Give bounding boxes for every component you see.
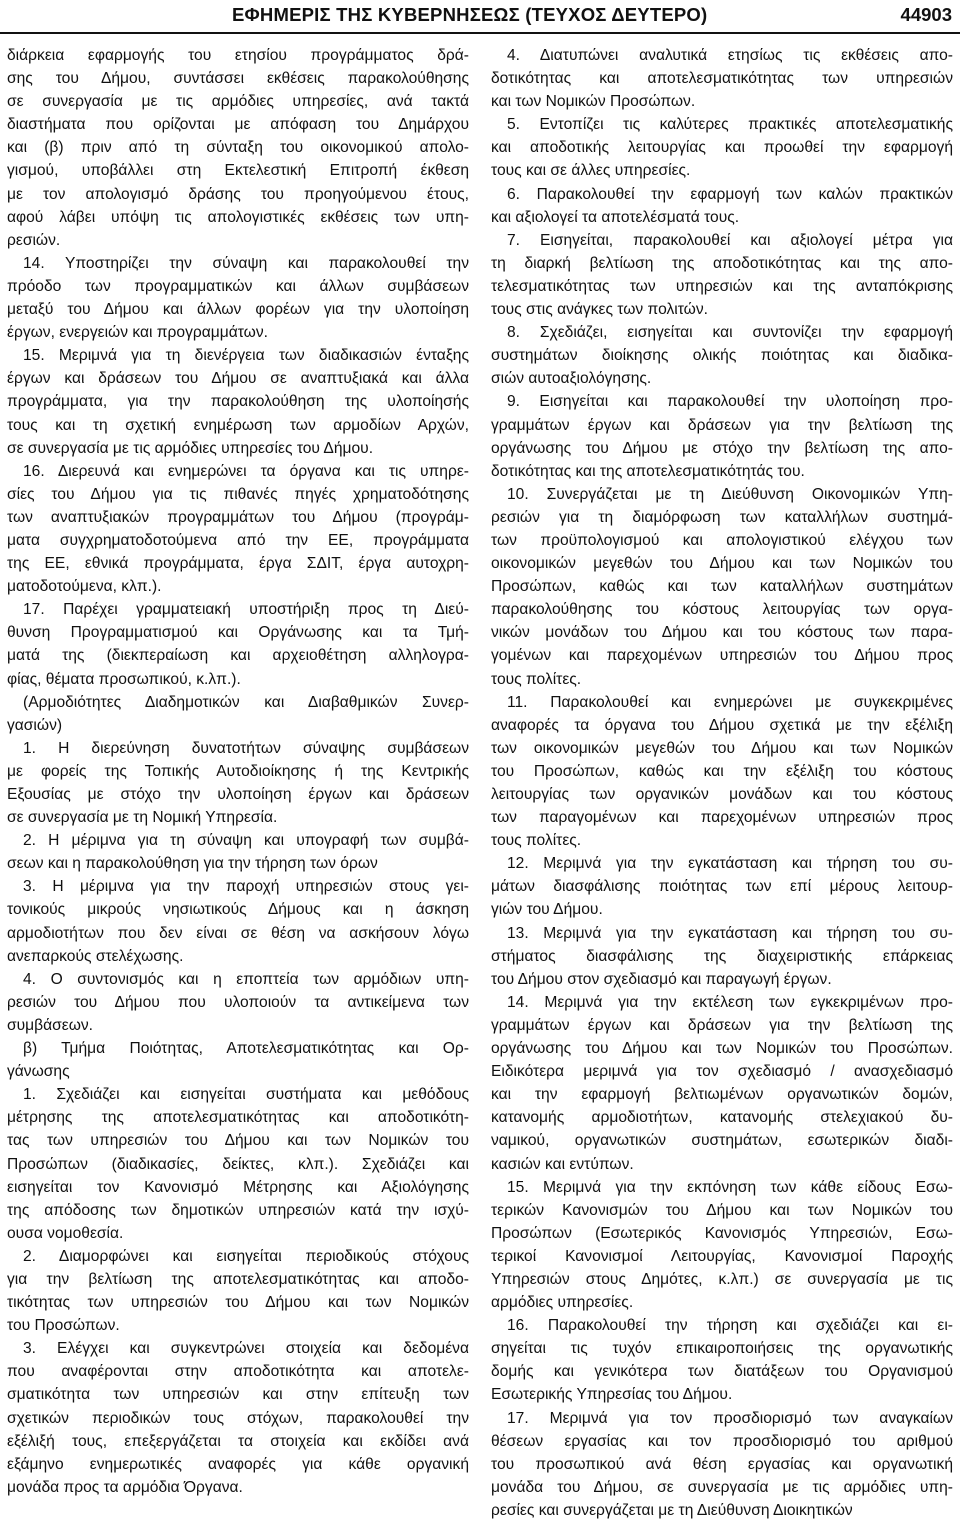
text-line: προγράμματα, για την παρακολούθηση της υλοποίησής: [7, 393, 469, 411]
text-line: 5. Εντοπίζει τις καλύτερες πρακτικές αποτελεσματικής: [507, 116, 953, 134]
text-line: της απόδοσης των δημοτικών υπηρεσιών κατά την ισχύ-: [7, 1201, 469, 1219]
text-line: και την εφαρμογή βελτιωμένων οργανωτικών δομών,: [491, 1086, 953, 1104]
text-line: 14. Μεριμνά για την εκτέλεση των εγκεκριμένων προ-: [507, 993, 953, 1011]
text-line: γασιών): [7, 716, 63, 734]
text-line: γάνωσης: [7, 1063, 70, 1081]
text-line: της ΕΕ, εθνικά προγράμματα, έργα ΣΔΙΤ, έργα αυτοχρη-: [7, 555, 469, 573]
text-line: νικών μονάδων του Δήμου και του κόστους των παρα-: [491, 624, 953, 642]
text-line: Εξουσίας με στόχο την υλοποίηση έργων και δράσεων: [7, 786, 469, 803]
text-line: γιών του Δήμου.: [491, 901, 603, 919]
text-line: του προσωπικού ανά θέση εργασίας και οργανωτική: [491, 1455, 953, 1473]
text-line: δοτικότητας και αποτελεσματικότητας των υπηρεσιών: [491, 70, 953, 88]
page-number: 44903: [900, 4, 952, 25]
text-line: εξέλιξή τους, επεξεργάζεται τα στοιχεία και εκδίδει ανά: [7, 1432, 469, 1450]
text-line: έργων, ενεργειών και προγραμμάτων.: [7, 324, 268, 342]
text-line: φίας, θέματα προσωπικού, κ.λπ.).: [7, 670, 241, 688]
text-line: για την βελτίωση της αποτελεσματικότητας και αποδο-: [7, 1270, 469, 1288]
text-line: 12. Μεριμνά για την εγκατάσταση και τήρηση του συ-: [507, 855, 953, 873]
text-line: σε συνεργασία με τη Νομική Υπηρεσία.: [7, 809, 278, 827]
text-line: οργάνωσης του Δήμου με στόχο την βελτίωση της απο-: [491, 439, 953, 457]
text-line: 1. Σχεδιάζει και εισηγείται συστήματα και μεθόδους: [23, 1086, 469, 1104]
text-line: τους και σε άλλες υπηρεσίες.: [491, 162, 691, 180]
text-line: Ειδικότερα μεριμνά για τον σχεδιασμό / ανασχεδιασμό: [491, 1063, 953, 1081]
text-line: θέσεων εργασίας και τον προσδιορισμό του αριθμού: [491, 1432, 953, 1450]
text-line: διάρκεια εφαρμογής του ετησίου προγράμματος δρά-: [7, 47, 469, 64]
text-line: κασιών και εντύπων.: [491, 1155, 634, 1173]
text-line: του Προσώπων, καθώς και την εξέλιξη του κόστους: [491, 762, 953, 780]
text-line: τας των υπηρεσιών του Δήμου και των Νομικών του: [7, 1132, 469, 1150]
text-line: 7. Εισηγείται, παρακολουθεί και αξιολογεί μέτρα για: [507, 231, 953, 249]
text-line: δοτικότητας και της αποτελεσματικότητάς του.: [491, 462, 805, 480]
text-line: γραμμάτων έργων και δράσεων για την βελτίωση της: [491, 1016, 953, 1034]
text-line: λειτουργίας των οργανικών μονάδων και του κόστους: [491, 786, 953, 803]
text-line: σης του Δήμου, συντάσσει εκθέσεις παρακολούθησης: [7, 70, 469, 88]
text-line: σιών αυτοαξιολόγησης.: [491, 370, 652, 388]
text-line: εισηγείται τον Κανονισμό Μέτρησης και Αξιολόγησης: [7, 1178, 469, 1196]
text-line: ματοδοτούμενα, κλπ.).: [7, 578, 162, 596]
text-line: τερικοί Κανονισμοί Λειτουργίας, Κανονισμοί Παροχής: [491, 1247, 953, 1265]
text-line: διαστήματα που ορίζονται με απόφαση του Δημάρχου: [7, 116, 469, 134]
text-line: τελεσματικότητας των υπηρεσιών και της ανταπόκρισης: [491, 277, 953, 295]
text-line: Προσώπων (Εσωτερικός Κανονισμός Υπηρεσιών, Εσω-: [491, 1224, 953, 1242]
text-line: τονικούς μικρούς νησιωτικούς Δήμους και η άσκηση: [7, 901, 469, 919]
text-line: 17. Παρέχει γραμματειακή υποστήριξη προς τη Διεύ-: [23, 601, 469, 619]
text-line: των προϋπολογισμού και απολογιστικού ελέγχου των: [491, 531, 953, 549]
text-line: μέτρησης της αποτελεσματικότητας και αποδοτικότη-: [7, 1109, 469, 1127]
text-line: Προσώπων, καθώς και των καταλλήλων συστημάτων: [491, 578, 953, 596]
text-line: των οικονομικών μεγεθών του Δήμου και των Νομικών: [491, 739, 953, 757]
text-line: σε συνεργασία με τις αρμόδιες υπηρεσίες του Δήμου.: [7, 439, 374, 457]
text-line: δομής και γενικότερα των διατάξεων του Οργανισμού: [491, 1363, 953, 1381]
right-column: [491, 44, 953, 1519]
text-line: σηγείται τις τυχόν επικαιροποιήσεις της οργανωτικής: [491, 1340, 953, 1358]
text-line: 3. Ελέγχει και συγκεντρώνει στοιχεία και δεδομένα: [23, 1340, 469, 1358]
text-line: μονάδα προς τα αρμόδια Όργανα.: [7, 1478, 243, 1496]
text-line: 13. Μεριμνά για την εγκατάσταση και τήρηση του συ-: [507, 924, 953, 942]
text-line: αφού λάβει υπόψη τις απολογιστικές εκθέσεις των υπη-: [7, 208, 469, 226]
text-line: οργάνωσης του Δήμου και των Νομικών του Προσώπων.: [491, 1040, 953, 1058]
text-line: 6. Παρακολουθεί την εφαρμογή των καλών πρακτικών: [507, 185, 953, 203]
text-line: 15. Μεριμνά για την εκπόνηση των κάθε είδους Εσω-: [507, 1178, 953, 1196]
text-line: ρεσιών για τη διαμόρφωση των καταλλήλων συστημά-: [491, 508, 953, 526]
text-line: 11. Παρακολουθεί και ενημερώνει με συγκεκριμένες: [507, 693, 953, 711]
text-line: τους στις ανάγκες των πολιτών.: [491, 301, 708, 319]
text-line: με φορείς της Τοπικής Αυτοδιοίκησης ή της Κεντρικής: [7, 762, 469, 780]
header-divider: [0, 32, 960, 34]
text-line: γομένων και παρεχομένων υπηρεσιών του Δήμου προς: [491, 647, 953, 665]
text-line: εξάμηνο ενημερωτικές αναφορές για κάθε οργανική: [7, 1455, 469, 1473]
text-line: συστημάτων διοίκησης ολικής ποιότητας και διαδικα-: [491, 347, 953, 365]
text-line: 2. Διαμορφώνει και εισηγείται περιοδικούς στόχους: [23, 1247, 469, 1265]
text-line: β) Τμήμα Ποιότητας, Αποτελεσματικότητας και Ορ-: [23, 1040, 469, 1058]
text-line: τους πολίτες.: [491, 832, 582, 850]
text-line: Προσώπων (διαδικασίες, δείκτες, κλπ.). Σχεδιάζει και: [7, 1155, 469, 1173]
text-line: ρεσιών του Δήμου που υλοποιούν τα αντικείμενα των: [7, 993, 469, 1011]
text-line: 4. Ο συντονισμός και η εποπτεία των αρμόδιων υπη-: [23, 970, 469, 988]
text-line: τερικών Κανονισμών του Δήμου και των Νομικών του: [491, 1201, 953, 1219]
text-line: γραμμάτων έργων και δράσεων για την βελτίωση της: [491, 416, 953, 434]
text-line: 4. Διατυπώνει αναλυτικά ετησίως τις εκθέσεις απο-: [507, 47, 953, 64]
text-line: μεταξύ του Δήμου και άλλων φορέων για την υλοποίηση: [7, 301, 469, 319]
text-line: σματικότητα των υπηρεσιών και στην επίτευξη των: [7, 1386, 469, 1404]
text-line: Εσωτερικής Υπηρεσίας του Δήμου.: [491, 1386, 733, 1404]
text-line: αρμοδιοτήτων που δεν είναι σε θέση να ασκήσουν λόγω: [7, 924, 469, 942]
text-line: 16. Διερευνά και ενημερώνει τα όργανα και τις υπηρε-: [23, 462, 469, 480]
left-column: [7, 44, 469, 1496]
text-line: αρμόδιες υπηρεσίες.: [491, 1294, 634, 1312]
text-line: ρεσίες και συνεργάζεται με τη Διεύθυνση Διοικητικών: [491, 1501, 853, 1519]
text-line: 10. Συνεργάζεται με τη Διεύθυνση Οικονομικών Υπη-: [507, 485, 953, 503]
text-line: 8. Σχεδιάζει, εισηγείται και συντονίζει την εφαρμογή: [507, 324, 953, 342]
text-line: μονάδα του Δήμου, σε συνεργασία με τις αρμόδιες υπη-: [491, 1478, 953, 1496]
text-line: ματά της (διεκπεραίωση και αρχειοθέτηση αλληλογρα-: [7, 647, 469, 665]
text-line: 17. Μεριμνά για τον προσδιορισμό των αναγκαίων: [507, 1409, 953, 1427]
text-line: οικονομικών μεγεθών του Δήμου και των Νομικών του: [491, 555, 953, 573]
text-line: των αναπτυξιακών προγραμμάτων του Δήμου (προγράμ-: [7, 508, 469, 526]
text-line: ματα συγχρηματοδοτούμενα από την ΕΕ, προγράμματα: [7, 531, 469, 549]
text-line: σίες του Δήμου για τις πιθανές πηγές χρηματοδότησης: [7, 485, 469, 503]
text-line: με τον απολογισμό δράσης του προηγούμενου έτους,: [7, 185, 469, 203]
text-line: τη διαρκή βελτίωση της αποδοτικότητας και της απο-: [491, 254, 953, 272]
text-line: 1. Η διερεύνηση δυνατοτήτων σύναψης συμβάσεων: [23, 739, 469, 757]
text-line: του Προσώπων.: [7, 1317, 120, 1335]
text-line: τους και τη σχετική ενημέρωση των αρμοδίων Αρχών,: [7, 416, 469, 434]
text-line: και των Νομικών Προσώπων.: [491, 93, 696, 111]
text-line: αναφορές τα όργανα του Δήμου σχετικά με την εξέλιξη: [491, 716, 953, 734]
text-line: που αναφέρονται στην αποδοτικότητα και αποτελε-: [7, 1363, 469, 1381]
text-line: του Δήμου στον σχεδιασμό και παραγωγή έργων.: [491, 970, 832, 988]
page-header: [0, 0, 960, 34]
text-line: 14. Υποστηρίζει την σύναψη και παρακολουθεί την: [23, 254, 469, 272]
text-line: συμβάσεων.: [7, 1016, 94, 1034]
text-line: γισμού, υποβάλλει στη Εκτελεστική Επιτροπή έκθεση: [7, 162, 469, 180]
text-line: (Αρμοδιότητες Διαδημοτικών και Διαβαθμικών Συνερ-: [23, 693, 469, 711]
text-line: ναμικού, οργανωτικών συστημάτων, εσωτερικών διαδι-: [491, 1132, 953, 1150]
text-line: παρακολούθησης του κόστους λειτουργίας των οργα-: [491, 601, 953, 619]
text-line: των παραγομένων και παρεχομένων υπηρεσιών προς: [491, 809, 953, 827]
text-line: και (β) πριν από τη σύνταξη του οικονομικού απολο-: [7, 139, 469, 157]
text-line: 2. Η μέριμνα για τη σύναψη και υπογραφή των συμβά-: [23, 832, 469, 850]
text-line: 16. Παρακολουθεί την τήρηση και σχεδιάζει και ει-: [507, 1317, 953, 1335]
text-line: πρόοδο των προγραμματικών και άλλων συμβάσεων: [7, 277, 469, 295]
text-line: κατανομής αρμοδιοτήτων, κατανομής στελεχιακού δυ-: [491, 1109, 953, 1127]
text-line: έργων και δράσεων του Δήμου σε αναπτυξιακά και άλλα: [7, 370, 469, 388]
text-line: μάτων διασφάλισης ποιότητας των επί μέρους λειτουρ-: [491, 878, 953, 896]
text-line: και αξιολογεί τα αποτελέσματά τους.: [491, 208, 740, 226]
text-line: τικότητας των υπηρεσιών του Δήμου και των Νομικών: [7, 1294, 469, 1312]
text-line: 15. Μεριμνά για τη διενέργεια των διαδικασιών ένταξης: [23, 347, 469, 365]
text-line: ανεπαρκούς στελέχωσης.: [7, 947, 184, 965]
text-line: στήματος διασφάλισης της διαχειριστικής επάρκειας: [491, 947, 953, 965]
text-line: σεων και η παρακολούθηση για την τήρηση των όρων: [7, 855, 378, 873]
text-line: ουσα νομοθεσία.: [7, 1224, 124, 1242]
text-line: ρεσιών.: [7, 231, 61, 249]
text-line: θυνση Προγραμματισμού και Οργάνωσης και τα Τμή-: [7, 624, 469, 642]
text-line: σε συνεργασία με τις αρμόδιες υπηρεσίες, ανά τακτά: [7, 93, 469, 111]
text-line: τους πολίτες.: [491, 670, 582, 688]
gazette-title: ΕΦΗΜΕΡΙΣ ΤΗΣ ΚΥΒΕΡΝΗΣΕΩΣ (ΤΕΥΧΟΣ ΔΕΥΤΕΡΟ): [232, 4, 708, 25]
text-line: σχετικών περιοδικών τους στόχων, παρακολουθεί την: [7, 1409, 469, 1427]
text-line: 9. Εισηγείται και παρακολουθεί την υλοποίηση προ-: [507, 393, 953, 411]
text-line: και αποδοτικής λειτουργίας και προωθεί την εφαρμογή: [491, 139, 953, 157]
text-line: 3. Η μέριμνα για την παροχή υπηρεσιών στους γει-: [23, 878, 469, 896]
text-line: Υπηρεσιών στους Δημότες, κ.λπ.) σε συνεργασία με τις: [491, 1270, 953, 1288]
